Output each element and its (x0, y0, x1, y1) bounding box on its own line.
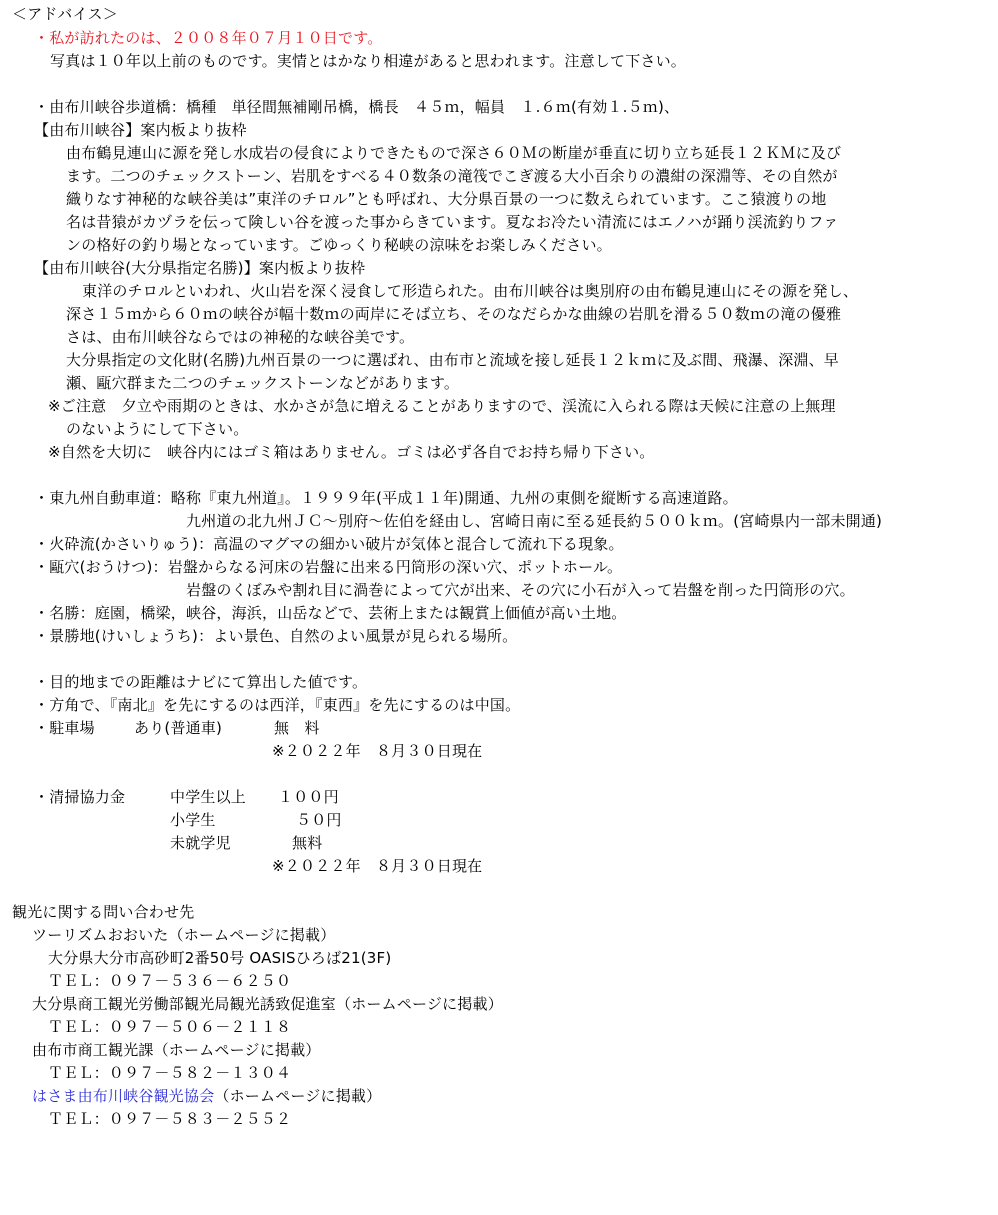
board1-line: 織りなす神秘的な峡谷美は”東洋のチロル”とも呼ばれ、大分県百景の一つに数えられています。ここ猿渡りの地 (66, 190, 827, 208)
board2-line: 東洋のチロルといわれ、火山岩を深く浸食して形造られた。由布川峡谷は奥別府の由布鶴見連山にその源を発し、 (82, 282, 859, 300)
photo-age-note: 写真は１０年以上前のものです。実情とはかなり相違があると思われます。注意して下さい。 (50, 52, 687, 70)
parking-value: あり(普通車) (134, 719, 223, 737)
advice-heading: ＜アドバイス＞ (12, 5, 118, 23)
board2-line: さは、由布川峡谷ならではの神秘的な峡谷美です。 (66, 328, 415, 346)
board2-line: 深さ１５ｍから６０ｍの峡谷が幅十数ｍの両岸にそば立ち、そのなだらかな曲線の岩肌を滑る５０数ｍの滝の優雅 (66, 305, 842, 323)
board1-line: 名は昔猿がカヅラを伝って険しい谷を渡った事からきています。夏なお冷たい清流にはエノハが踊り渓流釣りファ (66, 213, 839, 231)
contact-org-name: 由布市商工観光課（ホームページに掲載） (32, 1041, 321, 1059)
fee-price: １００円 (278, 788, 339, 806)
board1-line: 由布鶴見連山に源を発し水成岩の侵食によりできたもので深さ６０Ｍの断崖が垂直に切り立ち延長１２ＫＭに及び (66, 144, 842, 162)
nature-note: ※自然を大切に 峡谷内にはゴミ箱はありません。ゴミは必ず各自でお持ち帰り下さい。 (48, 443, 655, 461)
board2-line: 瀬、甌穴群また二つのチェックストーンなどがあります。 (66, 374, 460, 392)
board2-line: 大分県指定の文化財(名勝)九州百景の一つに選ばれ、由布市と流域を接し延長１２ｋｍに及ぶ間、飛瀑、深淵、早 (66, 351, 840, 369)
glossary-expressway-detail: 九州道の北九州ＪＣ～別府～佐伯を経由し、宮崎日南に至る延長約５００ｋｍ。(宮崎県内一部未開通) (186, 512, 883, 530)
contact-org-suffix: （ホームページに掲載） (214, 1087, 382, 1105)
bridge-spec: ・由布川峡谷歩道橋：橋種 単径間無補剛吊橋，橋長 ４５ｍ，幅員 １.６ｍ(有効１.５ｍ)、 (34, 98, 680, 116)
contact-org-name: 大分県商工観光労働部観光局観光誘致促進室（ホームページに掲載） (32, 995, 503, 1013)
fee-label: 未就学児 (170, 834, 231, 852)
fee-price: ５０円 (296, 811, 342, 829)
glossary-scenic-spot: ・景勝地(けいしょうち)：よい景色、自然のよい風景が見られる場所。 (34, 627, 518, 645)
distance-note: ・目的地までの距離はナビにて算出した値です。 (34, 673, 368, 691)
contact-tel: ＴＥＬ：０９７－５８３－２５５２ (48, 1110, 292, 1128)
fee-label: 小学生 (170, 811, 216, 829)
glossary-expressway: ・東九州自動車道：略称『東九州道』。１９９９年(平成１１年)開通、九州の東側を縦断する高速道路。 (34, 489, 738, 507)
fee-price: 無料 (292, 834, 323, 852)
parking-fee: 無 料 (274, 719, 320, 737)
caution-note: ※ご注意 夕立や雨期のときは、水かさが急に増えることがありますので、渓流に入られる際は天候に注意の上無理 (48, 397, 836, 415)
direction-note: ・方角で、『南北』を先にするのは西洋，『東西』を先にするのは中国。 (34, 696, 521, 714)
parking-label: ・駐車場 (34, 719, 95, 737)
cleanup-label: ・清掃協力金 (34, 788, 126, 806)
parking-date: ※２０２２年 ８月３０日現在 (272, 742, 483, 760)
board2-title: 【由布川峡谷(大分県指定名勝)】案内板より抜枠 (34, 259, 366, 277)
tourism-association-link[interactable]: はさま由布川峡谷観光協会 (32, 1087, 215, 1105)
glossary-pothole: ・甌穴(おうけつ)：岩盤からなる河床の岩盤に出来る円筒形の深い穴、ポットホール。 (34, 558, 623, 576)
contact-tel: ＴＥＬ：０９７－５０６－２１１８ (48, 1018, 292, 1036)
glossary-scenic: ・名勝：庭園，橋梁，峡谷，海浜，山岳などで、芸術上または観賞上価値が高い土地。 (34, 604, 627, 622)
glossary-pyroclastic: ・火砕流(かさいりゅう)：高温のマグマの細かい破片が気体と混合して流れ下る現象。 (34, 535, 624, 553)
board1-line: ンの格好の釣り場となっています。ごゆっくり秘峡の涼味をお楽しみください。 (66, 236, 612, 254)
board1-title: 【由布川峡谷】案内板より抜枠 (34, 121, 247, 139)
contact-org-row (32, 1086, 381, 1106)
contact-tel: ＴＥＬ：０９７－５８２－１３０４ (48, 1064, 292, 1082)
caution-note: のないようにして下さい。 (66, 420, 249, 438)
contact-address: 大分県大分市高砂町2番50号 OASISひろば21(3F) (48, 949, 392, 967)
cleanup-date: ※２０２２年 ８月３０日現在 (272, 857, 483, 875)
board1-line: ます。二つのチェックストーン、岩肌をすべる４０数条の滝筏でこぎ渡る大小百余りの濃紺の深淵等、その自然が (66, 167, 838, 185)
fee-label: 中学生以上 (170, 788, 247, 806)
glossary-pothole-detail: 岩盤のくぼみや割れ目に渦巻によって穴が出来、その穴に小石が入って岩盤を削った円筒形の穴。 (186, 581, 855, 599)
contact-org-name: ツーリズムおおいた（ホームページに掲載） (32, 926, 336, 944)
visit-date-note: ・私が訪れたのは、２００８年０７月１０日です。 (34, 29, 383, 47)
contacts-heading: 観光に関する問い合わせ先 (12, 903, 195, 921)
contact-tel: ＴＥＬ：０９７－５３６－６２５０ (48, 972, 292, 990)
